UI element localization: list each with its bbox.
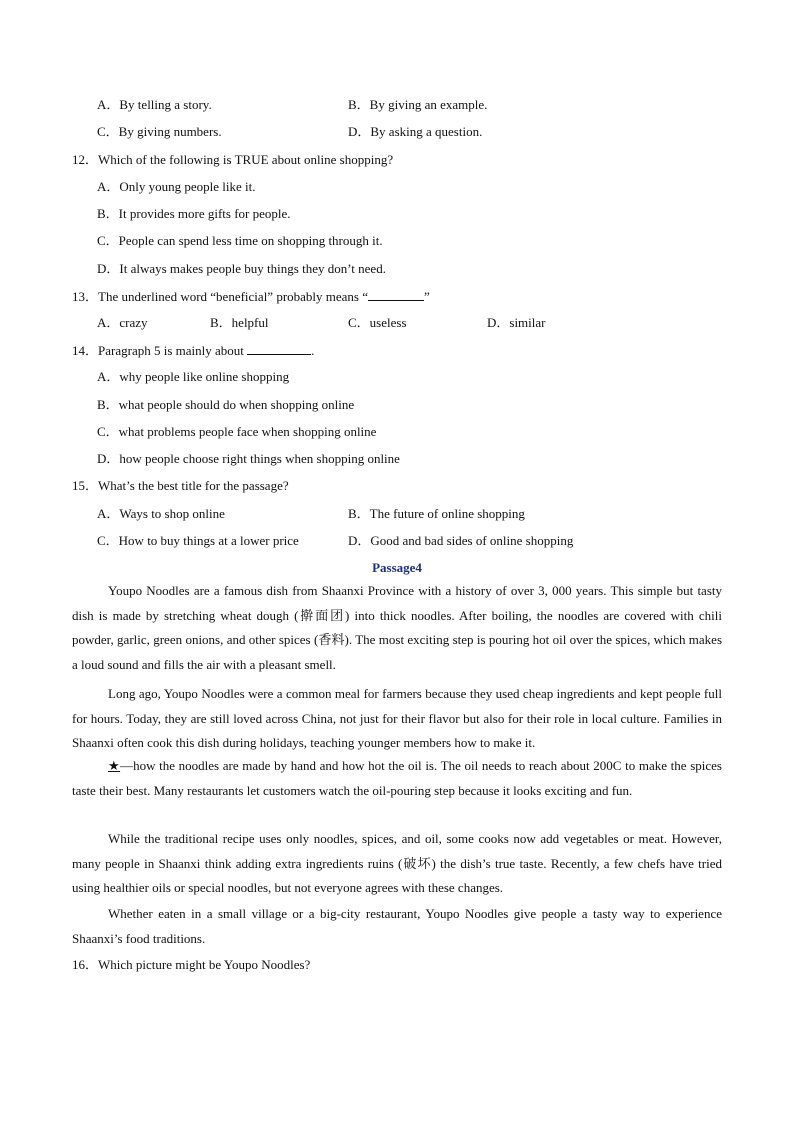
- q14-option-d: [97, 451, 400, 467]
- option-letter: D．: [348, 533, 371, 548]
- passage-paragraph-3: [72, 754, 722, 803]
- question-stem: Which picture might be Youpo Noodles?: [98, 957, 311, 972]
- answer-blank: [368, 288, 424, 301]
- option-letter: C．: [97, 533, 119, 548]
- q11-option-d: [348, 124, 482, 140]
- q12-option-b: [97, 206, 291, 222]
- q13-option-b: [210, 315, 269, 331]
- q15-option-a: [97, 506, 225, 522]
- question-number: 15．: [72, 478, 99, 493]
- option-text: what people should do when shopping online: [118, 397, 355, 412]
- question-12: [72, 152, 393, 168]
- option-text: By telling a story.: [119, 97, 212, 112]
- question-16: [72, 957, 310, 973]
- option-text: How to buy things at a lower price: [118, 533, 299, 548]
- q11-option-b: [348, 97, 487, 113]
- option-letter: B．: [348, 506, 370, 521]
- q15-option-c: [97, 533, 299, 549]
- option-text: The future of online shopping: [369, 506, 525, 521]
- q11-option-c: [97, 124, 222, 140]
- option-text: By giving numbers.: [118, 124, 222, 139]
- option-letter: A．: [97, 369, 120, 384]
- question-stem: The underlined word “beneficial” probably means “: [98, 289, 369, 304]
- option-letter: C．: [97, 424, 119, 439]
- question-stem-end: .: [311, 343, 315, 358]
- option-letter: C．: [348, 315, 370, 330]
- question-number: 14．: [72, 343, 99, 358]
- q15-option-b: [348, 506, 525, 522]
- option-letter: D．: [487, 315, 510, 330]
- q14-option-b: [97, 397, 354, 413]
- option-text: crazy: [119, 315, 148, 330]
- option-letter: B．: [210, 315, 232, 330]
- paragraph-3-text: —how the noodles are made by hand and how hot the oil is. The oil needs to reach about 200C to make the spices taste their best. Many restaurants let customers watch the oil-pouring step because it looks exciting and fun.: [72, 758, 722, 798]
- q13-option-c: [348, 315, 407, 331]
- option-text: It provides more gifts for people.: [118, 206, 291, 221]
- answer-blank: [247, 342, 311, 355]
- q14-option-a: [97, 369, 289, 385]
- option-letter: D．: [348, 124, 371, 139]
- question-stem: Which of the following is TRUE about online shopping?: [98, 152, 394, 167]
- question-stem-end: ”: [424, 289, 430, 304]
- passage-paragraph-5: Whether eaten in a small village or a big-city restaurant, Youpo Noodles give people a tasty way to experience Shaanxi’s food traditions.: [72, 906, 722, 946]
- passage-paragraph-4: While the traditional recipe uses only noodles, spices, and oil, some cooks now add vegetables or meat. However, many people in Shaanxi think adding extra ingredients ruins (破坏) the dish’s true taste. Recently, a few chefs have tried using healthier oils or special noodles, but not everyone agrees with these changes.: [72, 831, 722, 895]
- option-letter: A．: [97, 179, 120, 194]
- option-letter: A．: [97, 315, 120, 330]
- option-text: Good and bad sides of online shopping: [370, 533, 574, 548]
- option-letter: D．: [97, 261, 120, 276]
- question-number: 12．: [72, 152, 99, 167]
- option-letter: B．: [97, 206, 119, 221]
- question-13: [72, 288, 430, 305]
- q11-option-a: [97, 97, 212, 113]
- option-text: how people choose right things when shopping online: [119, 451, 400, 466]
- option-text: People can spend less time on shopping through it.: [118, 233, 383, 248]
- option-text: useless: [369, 315, 407, 330]
- q12-option-c: [97, 233, 383, 249]
- passage-title: Passage4: [372, 560, 422, 575]
- question-stem: What’s the best title for the passage?: [98, 478, 289, 493]
- question-stem: Paragraph 5 is mainly about: [98, 343, 244, 358]
- q15-option-d: [348, 533, 573, 549]
- option-letter: A．: [97, 506, 120, 521]
- option-letter: A．: [97, 97, 120, 112]
- option-letter: B．: [97, 397, 119, 412]
- q12-option-a: [97, 179, 256, 195]
- question-14: [72, 342, 314, 359]
- star-blank: ★: [108, 758, 121, 773]
- option-text: helpful: [231, 315, 269, 330]
- q14-option-c: [97, 424, 376, 440]
- passage-paragraph-2: Long ago, Youpo Noodles were a common meal for farmers because they used cheap ingredients and kept people full for hours. Today, they are still loved across China, not just for their flavor but also for their role in local culture. Families in Shaanxi often cook this dish during holidays, teaching younger members how to make it.: [72, 686, 722, 750]
- question-number: 13．: [72, 289, 99, 304]
- option-letter: B．: [348, 97, 370, 112]
- q13-option-a: [97, 315, 148, 331]
- option-letter: C．: [97, 233, 119, 248]
- q12-option-d: [97, 261, 386, 277]
- option-text: similar: [509, 315, 546, 330]
- option-letter: C．: [97, 124, 119, 139]
- option-text: By giving an example.: [369, 97, 488, 112]
- question-15: [72, 478, 289, 494]
- option-text: It always makes people buy things they don’t need.: [119, 261, 386, 276]
- option-text: why people like online shopping: [119, 369, 290, 384]
- passage-paragraph-1: Youpo Noodles are a famous dish from Shaanxi Province with a history of over 3, 000 years. This simple but tasty dish is made by stretching wheat dough (擀面团) into thick noodles. After boiling, the noodles are covered with chili powder, garlic, green onions, and other spices (香料). The most exciting step is pouring hot oil over the spices, which makes a loud sound and fills the air with a pleasant smell.: [72, 583, 722, 672]
- q13-option-d: [487, 315, 546, 331]
- option-letter: D．: [97, 451, 120, 466]
- option-text: By asking a question.: [370, 124, 483, 139]
- option-text: Only young people like it.: [119, 179, 256, 194]
- question-number: 16．: [72, 957, 99, 972]
- option-text: what problems people face when shopping online: [118, 424, 377, 439]
- option-text: Ways to shop online: [119, 506, 225, 521]
